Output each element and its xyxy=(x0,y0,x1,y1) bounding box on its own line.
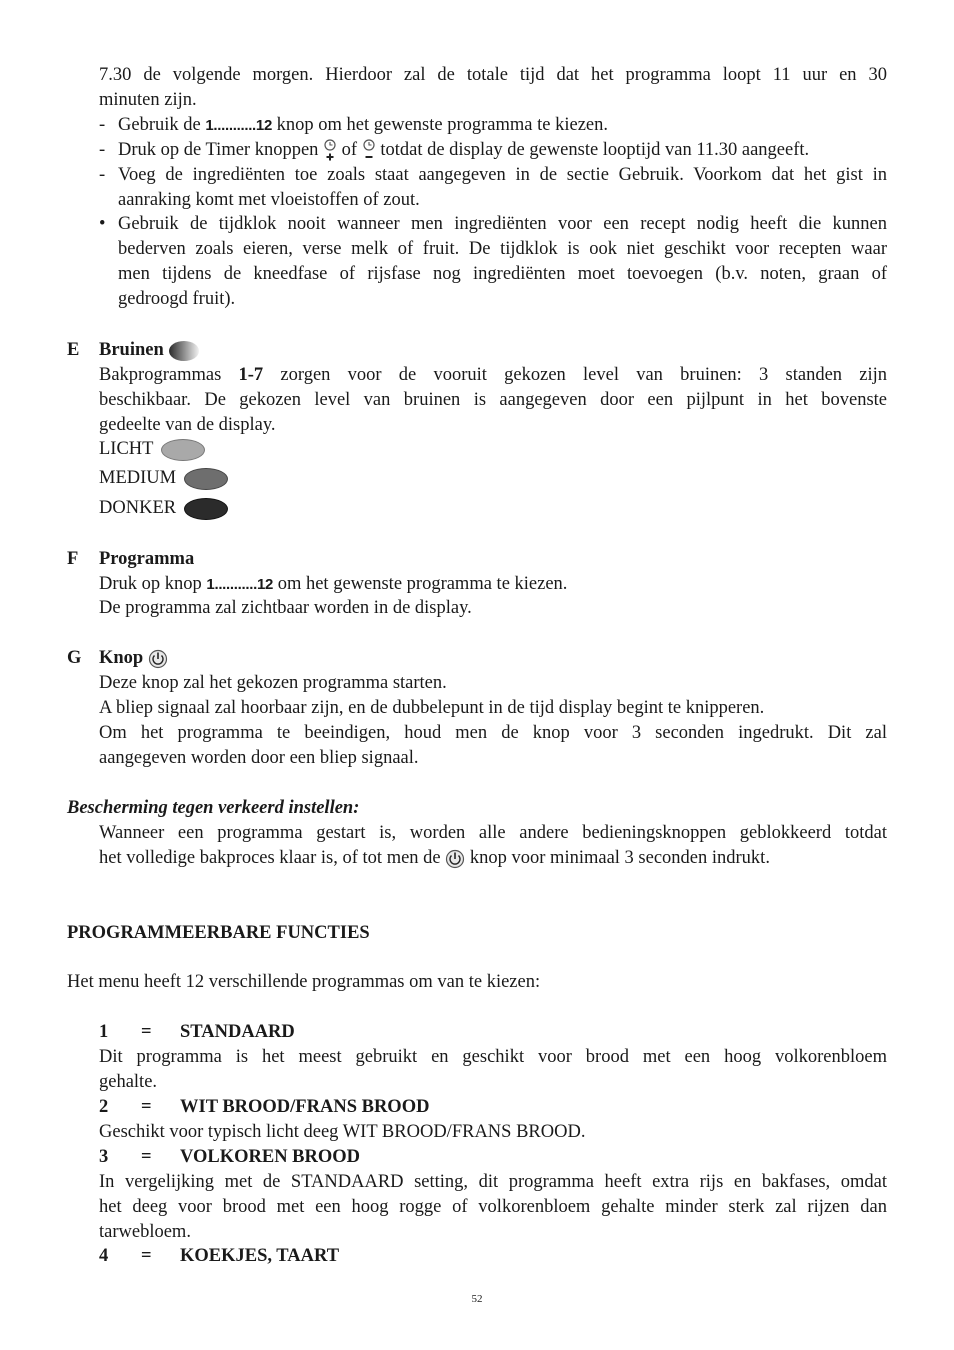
program-4-number: 4 xyxy=(99,1246,109,1266)
protection-line-1: Wanneer een programma gestart is, worden alle andere bedieningsknoppen geblokkeerd totdat xyxy=(99,823,887,843)
intro-bullet-3-line-2: aanraking komt met vloeistoffen of zout. xyxy=(118,190,420,210)
program-3-line-3: tarwebloem. xyxy=(99,1222,191,1242)
equals-sign: = xyxy=(141,1022,152,1042)
browning-level-dark xyxy=(99,496,228,521)
protection-title: Bescherming tegen verkeerd instellen: xyxy=(67,798,360,818)
program-2-line-1: Geschikt voor typisch licht deeg WIT BROOD/FRANS BROOD. xyxy=(99,1122,586,1142)
equals-sign: = xyxy=(141,1097,152,1117)
section-g-line-3: Om het programma te beeindigen, houd men de knop voor 3 seconden ingedrukt. Dit zal xyxy=(99,723,887,743)
section-e-title: Bruinen xyxy=(99,340,164,360)
timer-plus-icon xyxy=(323,139,337,163)
program-3-line-2: het deeg voor brood met een hoog rogge of volkorenbloem gehalte minder sterk zal rijzen dan xyxy=(99,1197,887,1217)
section-letter-e: E xyxy=(67,340,80,360)
browning-icon xyxy=(168,340,200,362)
protection-line-2 xyxy=(99,846,770,871)
dash-marker: - xyxy=(99,140,106,160)
power-icon xyxy=(148,649,168,669)
intro-line-2: minuten zijn. xyxy=(99,90,197,110)
dark-indicator-icon xyxy=(184,498,228,520)
text: Bakprogrammas xyxy=(99,365,222,385)
program-key-label: 1...........12 xyxy=(205,117,273,134)
text: Druk op de Timer knoppen xyxy=(118,140,319,160)
program-1-number: 1 xyxy=(99,1022,109,1042)
program-2-number: 2 xyxy=(99,1097,109,1117)
program-3-number: 3 xyxy=(99,1147,109,1167)
equals-sign: = xyxy=(141,1147,152,1167)
section-e-heading xyxy=(99,338,200,363)
text: zorgen voor de vooruit gekozen level van bruinen: 3 standen zijn xyxy=(280,365,888,385)
text: het volledige bakproces klaar is, of tot men de xyxy=(99,848,441,868)
section-f-line-1 xyxy=(99,572,567,597)
bullet-marker: • xyxy=(99,214,106,234)
browning-level-medium xyxy=(99,466,228,491)
section-f-line-2: De programma zal zichtbaar worden in de display. xyxy=(99,598,472,618)
section-e-line-1 xyxy=(99,363,887,388)
medium-indicator-icon xyxy=(184,468,228,490)
power-icon xyxy=(445,849,465,869)
text: of xyxy=(341,140,358,160)
program-3-line-1: In vergelijking met de STANDAARD setting, dit programma heeft extra rijs en bakfases, omdat xyxy=(99,1172,887,1192)
page-number: 52 xyxy=(471,1293,483,1305)
text: knop voor minimaal 3 seconden indrukt. xyxy=(469,848,770,868)
program-4-name: KOEKJES, TAART xyxy=(180,1246,340,1266)
intro-bullet-1 xyxy=(118,113,608,138)
section-letter-g: G xyxy=(67,648,82,668)
section-letter-f: F xyxy=(67,549,79,569)
intro-bullet-3-line-1: Voeg de ingrediënten toe zoals staat aangegeven in de sectie Gebruik. Voorkom dat het gist in xyxy=(118,165,887,185)
section-g-line-2: A bliep signaal zal hoorbaar zijn, en de dubbelepunt in de tijd display begint te knipperen. xyxy=(99,698,765,718)
functions-heading: PROGRAMMEERBARE FUNCTIES xyxy=(67,923,370,943)
program-1-line-2: gehalte. xyxy=(99,1072,158,1092)
program-key-label: 1...........12 xyxy=(206,576,274,593)
text: knop om het gewenste programma te kiezen. xyxy=(276,115,608,135)
text: om het gewenste programma te kiezen. xyxy=(277,574,568,594)
section-g-title: Knop xyxy=(99,648,144,668)
intro-line-1: 7.30 de volgende morgen. Hierdoor zal de totale tijd dat het programma loopt 11 uur en 30 xyxy=(99,65,887,85)
text: Gebruik de xyxy=(118,115,201,135)
intro-bullet-4-line-2: bederven zoals eieren, verse melk of fruit. De tijdklok is ook niet geschikt voor recepten waar xyxy=(118,239,887,259)
section-g-line-1: Deze knop zal het gekozen programma starten. xyxy=(99,673,447,693)
intro-bullet-4-line-1: Gebruik de tijdklok nooit wanneer men ingrediënten voor een recept nodig heeft die kunnen xyxy=(118,214,887,234)
timer-minus-icon xyxy=(362,139,376,163)
program-3-name: VOLKOREN BROOD xyxy=(180,1147,361,1167)
light-indicator-icon xyxy=(161,439,205,461)
intro-bullet-4-line-3: men tijdens de kneedfase of rijsfase nog ingrediënten moet toevoegen (b.v. noten, graan of xyxy=(118,264,887,284)
dash-marker: - xyxy=(99,165,106,185)
intro-bullet-4-line-4: gedroogd fruit). xyxy=(118,289,236,309)
section-e-line-3: gedeelte van de display. xyxy=(99,415,276,435)
program-2-name: WIT BROOD/FRANS BROOD xyxy=(180,1097,430,1117)
browning-level-light xyxy=(99,437,205,462)
level-label: LICHT xyxy=(99,439,154,459)
text: Druk op knop xyxy=(99,574,202,594)
functions-intro: Het menu heeft 12 verschillende programmas om van te kiezen: xyxy=(67,972,541,992)
equals-sign: = xyxy=(141,1246,152,1266)
intro-bullet-2 xyxy=(118,138,809,163)
section-g-heading xyxy=(99,646,168,671)
section-g-line-4: aangegeven worden door een bliep signaal. xyxy=(99,748,419,768)
program-1-line-1: Dit programma is het meest gebruikt en geschikt voor brood met een hoog volkorenbloem xyxy=(99,1047,887,1067)
program-range: 1-7 xyxy=(238,365,264,385)
text: totdat de display de gewenste looptijd van 11.30 aangeeft. xyxy=(380,140,810,160)
section-e-line-2: beschikbaar. De gekozen level van bruinen is aangegeven door een pijlpunt in het bovenste xyxy=(99,390,887,410)
level-label: DONKER xyxy=(99,498,177,518)
level-label: MEDIUM xyxy=(99,468,177,488)
dash-marker: - xyxy=(99,115,106,135)
program-1-name: STANDAARD xyxy=(180,1022,295,1042)
section-f-title: Programma xyxy=(99,549,195,569)
